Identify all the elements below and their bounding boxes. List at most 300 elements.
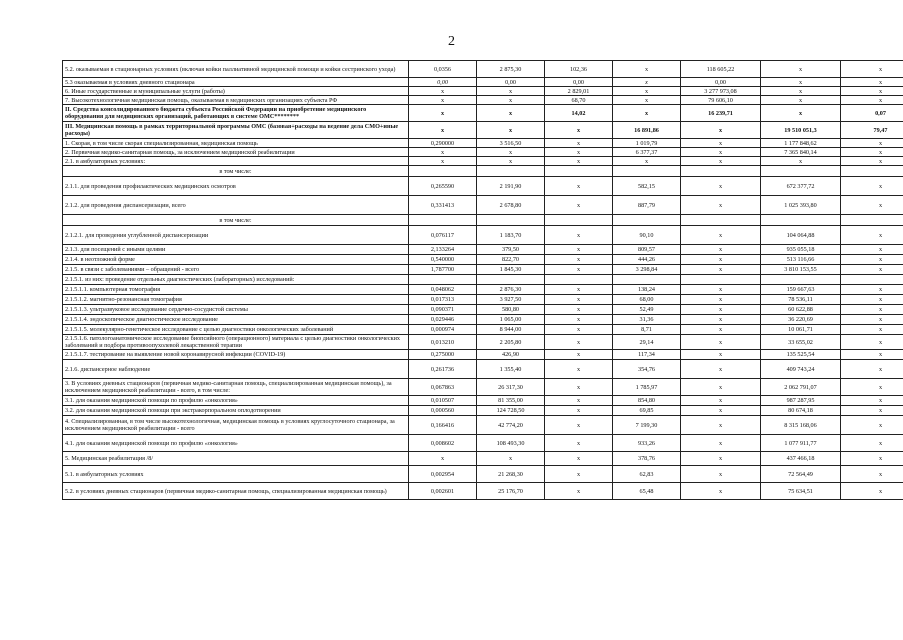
value-cell: 31,36 (613, 315, 681, 325)
value-cell: х (841, 148, 903, 157)
value-cell: х (477, 122, 545, 139)
value-cell: 3 810 153,55 (761, 265, 841, 275)
value-cell: 0,0356 (409, 61, 477, 78)
value-cell: х (841, 466, 903, 483)
row-label-cell: 2.1.3. для посещений с иными целями (63, 245, 409, 255)
row-label-cell: 2.1.5.1.4. эндоскопическое диагностическое исследование (63, 315, 409, 325)
value-cell (545, 215, 613, 226)
value-cell: х (545, 416, 613, 435)
value-cell: 104 064,88 (761, 226, 841, 245)
table-row (63, 87, 903, 96)
table-row (63, 78, 903, 87)
value-cell (477, 275, 545, 285)
value-cell (841, 275, 903, 285)
value-cell: х (681, 315, 761, 325)
financing-table (62, 60, 903, 500)
value-cell: х (681, 245, 761, 255)
value-cell: 935 055,18 (761, 245, 841, 255)
value-cell: х (841, 255, 903, 265)
value-cell: х (841, 305, 903, 315)
row-label-cell: 4.1. для оказания медицинской помощи по профилю «онкология» (63, 435, 409, 452)
value-cell: х (545, 360, 613, 379)
value-cell: 118 605,22 (681, 61, 761, 78)
value-cell: 3 277 973,08 (681, 87, 761, 96)
value-cell: 0,331413 (409, 196, 477, 215)
table-row (63, 139, 903, 148)
table-row (63, 325, 903, 335)
value-cell: 78 536,11 (761, 295, 841, 305)
row-label-cell: 2.1.5. в связи с заболеваниями – обращений - всего (63, 265, 409, 275)
value-cell: 159 667,63 (761, 285, 841, 295)
value-cell: х (545, 148, 613, 157)
value-cell: 0,008602 (409, 435, 477, 452)
value-cell: х (841, 452, 903, 466)
value-cell: 887,79 (613, 196, 681, 215)
value-cell: 25 176,70 (477, 483, 545, 500)
value-cell: 3 927,50 (477, 295, 545, 305)
row-label-cell: 1. Скорая, в том числе скорая специализированная, медицинская помощь (63, 139, 409, 148)
value-cell: х (681, 265, 761, 275)
value-cell: 1 077 911,77 (761, 435, 841, 452)
value-cell: 1 019,79 (613, 139, 681, 148)
value-cell: 2 678,80 (477, 196, 545, 215)
value-cell: 79 606,10 (681, 96, 761, 105)
value-cell: х (841, 226, 903, 245)
value-cell: 0,048062 (409, 285, 477, 295)
value-cell: х (545, 139, 613, 148)
row-label-cell: 2. Первичная медико-санитарная помощь, за исключением медицинской реабилитации (63, 148, 409, 157)
value-cell: 29,14 (613, 335, 681, 350)
value-cell: 138,24 (613, 285, 681, 295)
value-cell: 1 025 393,80 (761, 196, 841, 215)
value-cell: х (613, 96, 681, 105)
value-cell: 0,002601 (409, 483, 477, 500)
value-cell: 0,265590 (409, 177, 477, 196)
value-cell: х (841, 245, 903, 255)
value-cell: х (477, 105, 545, 122)
value-cell: 0,002954 (409, 466, 477, 483)
value-cell (613, 275, 681, 285)
value-cell: 354,76 (613, 360, 681, 379)
value-cell: х (761, 78, 841, 87)
value-cell (841, 166, 903, 177)
value-cell: х (761, 157, 841, 166)
value-cell: 379,50 (477, 245, 545, 255)
row-label-cell: 2.1.5.1. из них: проведение отдельных диагностических (лабораторных) исследований: (63, 275, 409, 285)
value-cell: х (681, 196, 761, 215)
value-cell: 117,34 (613, 350, 681, 360)
table-row (63, 96, 903, 105)
value-cell: х (477, 157, 545, 166)
value-cell: 582,15 (613, 177, 681, 196)
value-cell: х (841, 61, 903, 78)
value-cell: 68,70 (545, 96, 613, 105)
value-cell: 437 466,18 (761, 452, 841, 466)
table-row (63, 406, 903, 416)
value-cell: х (681, 177, 761, 196)
row-label-cell: в том числе: (63, 215, 409, 226)
value-cell: х (545, 196, 613, 215)
value-cell: х (841, 265, 903, 275)
table-row (63, 483, 903, 500)
value-cell: х (545, 255, 613, 265)
value-cell: 21 268,30 (477, 466, 545, 483)
value-cell: 987 287,95 (761, 396, 841, 406)
row-label-cell: 3. В условиях дневных стационаров (первичная медико-санитарная помощь, специализированная медицинская помощь), за исключением медицинской реабилитации - всего, в том числе: (63, 379, 409, 396)
row-label-cell: 2.1.2. для проведения диспансеризации, всего (63, 196, 409, 215)
value-cell: х (545, 379, 613, 396)
table-row (63, 435, 903, 452)
value-cell: х (841, 335, 903, 350)
value-cell (477, 215, 545, 226)
row-label-cell: III. Медицинская помощь в рамках территориальной программы ОМС (базовая+расходы на ведение дела СМО+иные расходы) (63, 122, 409, 139)
value-cell: 0,540000 (409, 255, 477, 265)
value-cell: х (545, 295, 613, 305)
row-label-cell: 5. Медицинская реабилитация /8/ (63, 452, 409, 466)
value-cell: х (477, 452, 545, 466)
value-cell: 108 493,30 (477, 435, 545, 452)
value-cell: 0,076117 (409, 226, 477, 245)
row-label-cell: 5.1. в амбулаторных условиях (63, 466, 409, 483)
value-cell: 2,133264 (409, 245, 477, 255)
row-label-cell: 2.1.5.1.3. ультразвуковое исследование сердечно-сосудистой системы (63, 305, 409, 315)
value-cell (681, 215, 761, 226)
value-cell: х (681, 379, 761, 396)
value-cell: х (409, 148, 477, 157)
row-label-cell: II. Средства консолидированного бюджета субъекта Российской Федерации на приобретение медицинского оборудования для медицинских организаций, работающих в системе ОМС******** (63, 105, 409, 122)
row-label-cell: 5.3 оказываемая в условиях дневного стационара (63, 78, 409, 87)
value-cell: х (545, 265, 613, 275)
value-cell: 1 183,70 (477, 226, 545, 245)
value-cell: х (841, 96, 903, 105)
table-row (63, 466, 903, 483)
value-cell (409, 215, 477, 226)
row-label-cell: 2.1.4. в неотложной форме (63, 255, 409, 265)
row-label-cell: 2.1.5.1.2. магнитно-резонансная томография (63, 295, 409, 305)
row-label-cell: 2.1.1. для проведения профилактических медицинских осмотров (63, 177, 409, 196)
value-cell: х (681, 350, 761, 360)
table-row (63, 379, 903, 396)
value-cell: х (841, 435, 903, 452)
value-cell: х (761, 87, 841, 96)
value-cell: 2 191,90 (477, 177, 545, 196)
row-label-cell: 4. Специализированная, в том числе высокотехнологичная, медицинская помощь в условиях круглосуточного стационара, за исключением медицинской реабилитации - всего (63, 416, 409, 435)
value-cell: 822,70 (477, 255, 545, 265)
table-body (63, 61, 903, 500)
value-cell: х (681, 122, 761, 139)
value-cell: х (545, 305, 613, 315)
value-cell: 933,26 (613, 435, 681, 452)
value-cell (477, 166, 545, 177)
table-row (63, 215, 903, 226)
value-cell (681, 166, 761, 177)
table-row (63, 265, 903, 275)
value-cell: 2 876,30 (477, 285, 545, 295)
row-label-cell: 7. Высокотехнологичная медицинская помощь, оказываемая в медицинских организациях субъекта РФ (63, 96, 409, 105)
value-cell: 26 317,30 (477, 379, 545, 396)
value-cell: 72 564,49 (761, 466, 841, 483)
value-cell: х (613, 87, 681, 96)
table-row (63, 350, 903, 360)
value-cell: х (841, 139, 903, 148)
value-cell: 2 875,30 (477, 61, 545, 78)
value-cell (841, 215, 903, 226)
row-label-cell: 2.1.5.1.5. молекулярно-генетическое исследование с целью диагностики онкологических заболеваний (63, 325, 409, 335)
value-cell: х (545, 122, 613, 139)
value-cell: х (841, 406, 903, 416)
table-row (63, 396, 903, 406)
value-cell: х (613, 105, 681, 122)
value-cell (761, 166, 841, 177)
value-cell: 60 622,88 (761, 305, 841, 315)
value-cell: 16 891,86 (613, 122, 681, 139)
value-cell: х (841, 315, 903, 325)
value-cell: х (545, 350, 613, 360)
value-cell: 0,166416 (409, 416, 477, 435)
value-cell: х (545, 466, 613, 483)
value-cell: х (681, 452, 761, 466)
value-cell: 1,787700 (409, 265, 477, 275)
value-cell: 8 944,00 (477, 325, 545, 335)
value-cell: х (681, 466, 761, 483)
value-cell: 409 743,24 (761, 360, 841, 379)
row-label-cell: 3.2. для оказания медицинской помощи при экстракорпоральном оплодотворении (63, 406, 409, 416)
value-cell: х (545, 245, 613, 255)
value-cell: х (545, 435, 613, 452)
row-label-cell: 2.1.5.1.1. компьютерная томография (63, 285, 409, 295)
value-cell: 378,76 (613, 452, 681, 466)
value-cell: х (545, 325, 613, 335)
value-cell (761, 275, 841, 285)
value-cell: х (761, 61, 841, 78)
table-row (63, 166, 903, 177)
value-cell: 0,090371 (409, 305, 477, 315)
value-cell: х (681, 226, 761, 245)
value-cell: 0,00 (681, 78, 761, 87)
table-row (63, 452, 903, 466)
value-cell: х (545, 177, 613, 196)
value-cell: 426,90 (477, 350, 545, 360)
value-cell: х (613, 78, 681, 87)
value-cell: х (681, 305, 761, 315)
value-cell: 672 377,72 (761, 177, 841, 196)
value-cell: х (477, 87, 545, 96)
value-cell: х (545, 396, 613, 406)
value-cell: 444,26 (613, 255, 681, 265)
value-cell: 68,00 (613, 295, 681, 305)
value-cell: х (841, 325, 903, 335)
value-cell: 0,017313 (409, 295, 477, 305)
value-cell: 2 205,80 (477, 335, 545, 350)
value-cell: 14,02 (545, 105, 613, 122)
value-cell: 0,010507 (409, 396, 477, 406)
value-cell: х (841, 196, 903, 215)
value-cell: х (545, 315, 613, 325)
value-cell: х (681, 483, 761, 500)
value-cell (613, 166, 681, 177)
table-row (63, 157, 903, 166)
table-row (63, 335, 903, 350)
value-cell: 0,00 (409, 78, 477, 87)
value-cell: х (841, 416, 903, 435)
table-row (63, 305, 903, 315)
value-cell: х (613, 157, 681, 166)
value-cell: 62,83 (613, 466, 681, 483)
value-cell: 1 065,00 (477, 315, 545, 325)
value-cell: х (545, 157, 613, 166)
value-cell: 81 355,00 (477, 396, 545, 406)
value-cell: х (681, 396, 761, 406)
value-cell: 7 199,30 (613, 416, 681, 435)
value-cell (681, 275, 761, 285)
value-cell: х (841, 360, 903, 379)
value-cell: х (681, 416, 761, 435)
table-row (63, 275, 903, 285)
value-cell: х (681, 285, 761, 295)
row-label-cell: 3.1. для оказания медицинской помощи по профилю «онкология» (63, 396, 409, 406)
value-cell: х (681, 157, 761, 166)
value-cell: 135 525,54 (761, 350, 841, 360)
table-row (63, 315, 903, 325)
value-cell: х (681, 325, 761, 335)
value-cell: х (409, 157, 477, 166)
value-cell: 0,290000 (409, 139, 477, 148)
value-cell: 10 061,71 (761, 325, 841, 335)
table-row (63, 285, 903, 295)
table-row (63, 196, 903, 215)
value-cell: х (477, 96, 545, 105)
table-row (63, 61, 903, 78)
value-cell: 854,80 (613, 396, 681, 406)
value-cell: 0,275000 (409, 350, 477, 360)
value-cell: 0,000974 (409, 325, 477, 335)
value-cell: 0,261736 (409, 360, 477, 379)
value-cell: 2 829,01 (545, 87, 613, 96)
value-cell: х (545, 335, 613, 350)
value-cell: 3 516,50 (477, 139, 545, 148)
value-cell: х (761, 96, 841, 105)
value-cell: 52,49 (613, 305, 681, 315)
value-cell: 3 298,84 (613, 265, 681, 275)
value-cell: 16 239,71 (681, 105, 761, 122)
value-cell: х (841, 396, 903, 406)
table-row (63, 105, 903, 122)
value-cell: х (681, 335, 761, 350)
value-cell: х (477, 148, 545, 157)
value-cell (613, 215, 681, 226)
table-row (63, 255, 903, 265)
table-row (63, 295, 903, 305)
page-number: 2 (448, 34, 455, 49)
value-cell: х (681, 255, 761, 265)
value-cell: х (681, 406, 761, 416)
row-label-cell: 2.1.2.1. для проведения углубленной диспансеризации (63, 226, 409, 245)
value-cell: 2 062 791,07 (761, 379, 841, 396)
table-row (63, 416, 903, 435)
value-cell: 65,48 (613, 483, 681, 500)
value-cell: 0,067863 (409, 379, 477, 396)
table-row (63, 148, 903, 157)
value-cell: 80 674,18 (761, 406, 841, 416)
value-cell: х (681, 148, 761, 157)
table-row (63, 245, 903, 255)
value-cell: 69,85 (613, 406, 681, 416)
table-row (63, 177, 903, 196)
value-cell: х (681, 295, 761, 305)
row-label-cell: 2.1. в амбулаторных условиях: (63, 157, 409, 166)
value-cell: х (841, 285, 903, 295)
value-cell: 0,013210 (409, 335, 477, 350)
value-cell: х (545, 406, 613, 416)
value-cell: 102,36 (545, 61, 613, 78)
value-cell: 809,57 (613, 245, 681, 255)
value-cell: х (841, 78, 903, 87)
value-cell (545, 166, 613, 177)
row-label-cell: 2.1.5.1.7. тестирование на выявление новой коронавирусной инфекции (COVID-19) (63, 350, 409, 360)
table-row (63, 226, 903, 245)
row-label-cell: 6. Иные государственные и муниципальные услуги (работы) (63, 87, 409, 96)
value-cell: х (841, 157, 903, 166)
value-cell: х (545, 483, 613, 500)
row-label-cell: 2.1.6. диспансерное наблюдение (63, 360, 409, 379)
value-cell: 8 315 168,06 (761, 416, 841, 435)
value-cell: 1 845,30 (477, 265, 545, 275)
row-label-cell: 2.1.5.1.6. патологоанатомическое исследование биопсийного (операционного) материала с целью диагностики онкологических заболеваний и подбора противоопухолевой лекарственной терапии (63, 335, 409, 350)
value-cell: х (841, 379, 903, 396)
value-cell: х (841, 350, 903, 360)
value-cell: 19 510 051,3 (761, 122, 841, 139)
value-cell (761, 215, 841, 226)
value-cell: х (409, 105, 477, 122)
value-cell: 1 177 848,62 (761, 139, 841, 148)
value-cell: 75 634,51 (761, 483, 841, 500)
value-cell: 90,10 (613, 226, 681, 245)
value-cell: 33 655,02 (761, 335, 841, 350)
value-cell: 124 728,50 (477, 406, 545, 416)
value-cell: х (409, 87, 477, 96)
value-cell: 42 774,20 (477, 416, 545, 435)
value-cell: х (681, 139, 761, 148)
value-cell: 6 377,37 (613, 148, 681, 157)
value-cell: 580,80 (477, 305, 545, 315)
value-cell: х (613, 61, 681, 78)
value-cell: х (841, 295, 903, 305)
value-cell (409, 166, 477, 177)
value-cell: 8,71 (613, 325, 681, 335)
value-cell: х (545, 285, 613, 295)
value-cell: 1 355,40 (477, 360, 545, 379)
value-cell: х (545, 226, 613, 245)
table-row (63, 122, 903, 139)
value-cell: 0,00 (545, 78, 613, 87)
value-cell: х (545, 452, 613, 466)
value-cell: х (841, 87, 903, 96)
value-cell (545, 275, 613, 285)
value-cell: х (841, 177, 903, 196)
value-cell: х (409, 96, 477, 105)
value-cell: 36 220,69 (761, 315, 841, 325)
value-cell: 513 116,66 (761, 255, 841, 265)
row-label-cell: 5.2. оказываемая в стационарных условиях (включая койки паллиативной медицинской помощи и койки сестринского ухода) (63, 61, 409, 78)
table-row (63, 360, 903, 379)
value-cell: 0,000560 (409, 406, 477, 416)
value-cell: х (681, 360, 761, 379)
value-cell: 1 785,97 (613, 379, 681, 396)
value-cell (409, 275, 477, 285)
row-label-cell: 5.2. в условиях дневных стационаров (первичная медико-санитарная помощь, специализированная медицинская помощь) (63, 483, 409, 500)
value-cell: 0,029446 (409, 315, 477, 325)
value-cell: х (841, 483, 903, 500)
